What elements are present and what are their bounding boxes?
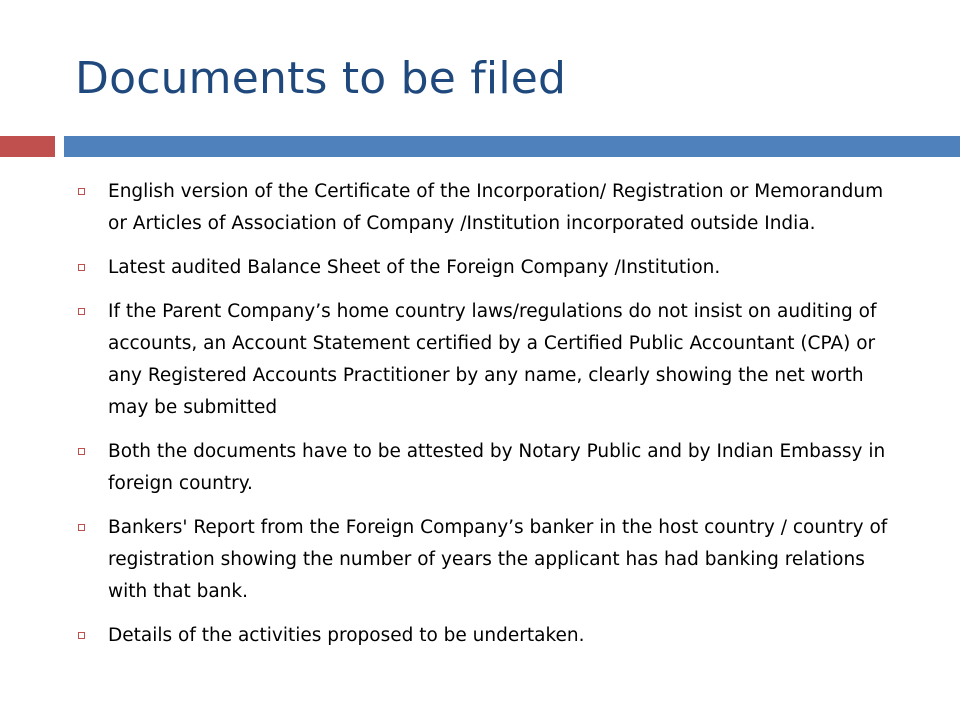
bullet-list bbox=[76, 176, 906, 664]
bullet-item bbox=[76, 512, 906, 608]
title-accent-bar-left bbox=[0, 136, 55, 157]
bullet-text: Bankers' Report from the Foreign Company’s banker in the host country / country of registration showing the number of years the applicant has had banking relations with that bank. bbox=[108, 517, 888, 602]
bullet-item bbox=[76, 620, 906, 652]
hollow-square-icon bbox=[78, 188, 85, 195]
hollow-square-icon bbox=[78, 524, 85, 531]
hollow-square-icon bbox=[78, 308, 85, 315]
bullet-text: If the Parent Company’s home country laws/regulations do not insist on auditing of accounts, an Account Statement certified by a Certified Public Accountant (CPA) or any Registered Accounts Practitioner by any name, clearly showing the net worth may be submitted bbox=[108, 301, 877, 418]
title-accent-bar-right bbox=[64, 136, 960, 157]
bullet-item bbox=[76, 176, 906, 240]
bullet-text: Latest audited Balance Sheet of the Foreign Company /Institution. bbox=[108, 257, 721, 278]
bullet-item bbox=[76, 296, 906, 424]
hollow-square-icon bbox=[78, 632, 85, 639]
hollow-square-icon bbox=[78, 448, 85, 455]
bullet-item bbox=[76, 436, 906, 500]
hollow-square-icon bbox=[78, 264, 85, 271]
bullet-text: Both the documents have to be attested by Notary Public and by Indian Embassy in foreign country. bbox=[108, 441, 886, 494]
slide-title: Documents to be filed bbox=[75, 53, 567, 104]
bullet-text: Details of the activities proposed to be undertaken. bbox=[108, 625, 585, 646]
bullet-item bbox=[76, 252, 906, 284]
bullet-text: English version of the Certificate of the Incorporation/ Registration or Memorandum or Articles of Association of Company /Institution incorporated outside India. bbox=[108, 181, 884, 234]
